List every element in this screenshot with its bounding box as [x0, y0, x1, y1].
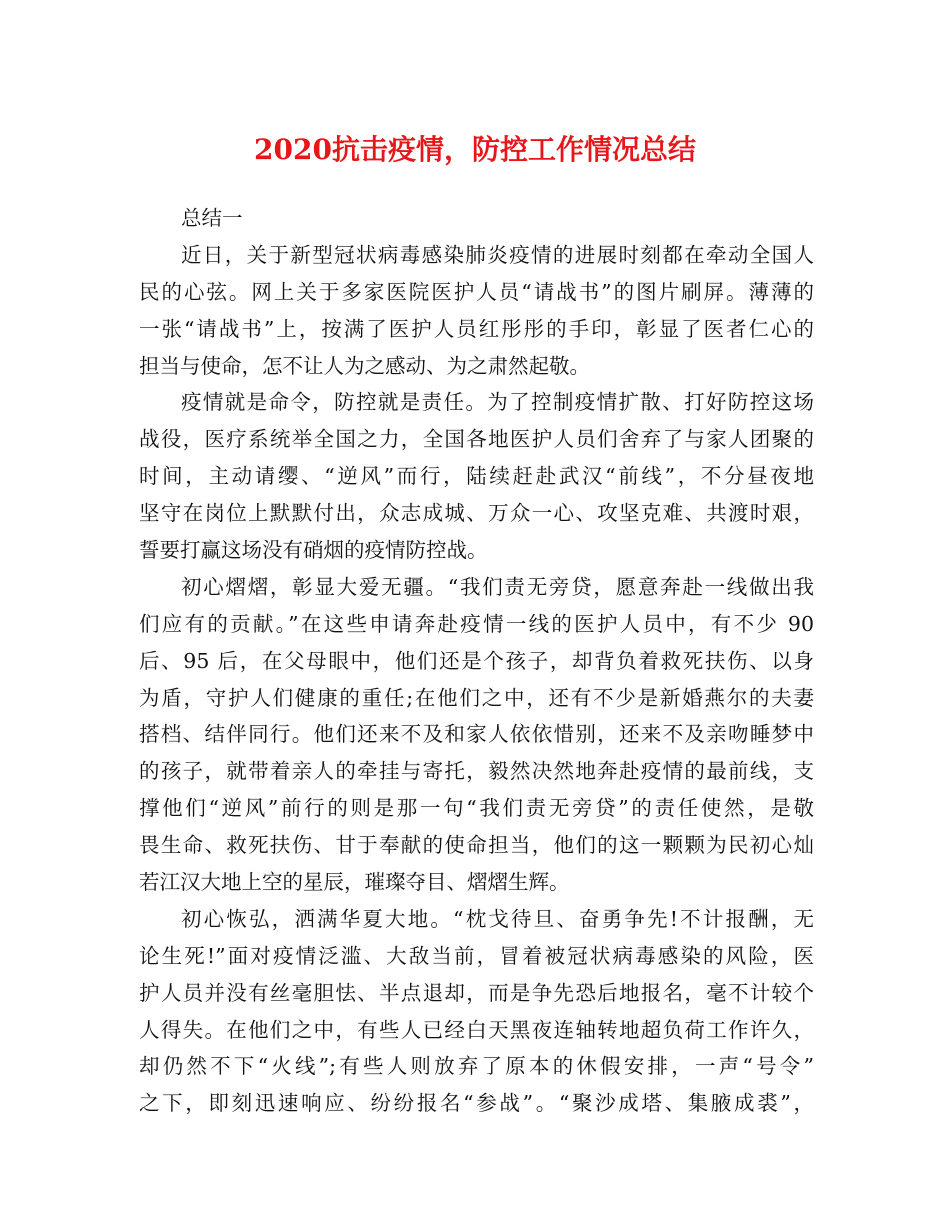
text-line: 时间，主动请缨、“逆风”而行，陆续赶赴武汉“前线”，不分昼夜地: [139, 464, 814, 489]
text-line: 为盾，守护人们健康的重任;在他们之中，还有不少是新婚燕尔的夫妻: [139, 685, 814, 710]
text-line: 坚守在岗位上默默付出，众志成城、万众一心、攻坚克难、共渡时艰，: [139, 501, 814, 526]
text-line: 若江汉大地上空的星辰，璀璨夺目、熠熠生辉。: [139, 870, 570, 895]
text-line: 却仍然不下“火线”;有些人则放弃了原本的休假安排，一声“号令”: [139, 1054, 814, 1079]
text-line: 搭档、结伴同行。他们还来不及和家人依依惜别，还来不及亲吻睡梦中: [139, 722, 814, 747]
text-line: 民的心弦。网上关于多家医院医护人员“请战书”的图片刷屏。薄薄的: [139, 279, 814, 304]
text-line: 护人员并没有丝毫胆怯、半点退却，而是争先恐后地报名，毫不计较个: [139, 980, 814, 1005]
text-line: 誓要打赢这场没有硝烟的疫情防控战。: [139, 538, 488, 563]
text-line: 近日，关于新型冠状病毒感染肺炎疫情的进展时刻都在牵动全国人: [181, 242, 814, 267]
text-line: 战役，医疗系统举全国之力，全国各地医护人员们舍弃了与家人团聚的: [139, 427, 814, 452]
text-line: 论生死!”面对疫情泛滥、大敌当前，冒着被冠状病毒感染的风险，医: [139, 943, 814, 968]
document-title: 2020抗击疫情，防控工作情况总结: [254, 133, 696, 166]
text-line: 的孩子，就带着亲人的牵挂与寄托，毅然决然地奔赴疫情的最前线，支: [139, 759, 814, 784]
text-line: 初心恢弘，洒满华夏大地。“枕戈待旦、奋勇争先!不计报酬，无: [181, 906, 814, 931]
text-line: 们应有的贡献。”在这些申请奔赴疫情一线的医护人员中，有不少 90: [139, 611, 814, 636]
text-line: 后、95 后，在父母眼中，他们还是个孩子，却背负着救死扶伤、以身: [139, 648, 814, 673]
text-line: 初心熠熠，彰显大爱无疆。“我们责无旁贷，愿意奔赴一线做出我: [181, 574, 814, 599]
text-line: 人得失。在他们之中，有些人已经白天黑夜连轴转地超负荷工作许久，: [139, 1017, 814, 1042]
text-line: 之下，即刻迅速响应、纷纷报名“参战”。“聚沙成塔、集腋成裘”，: [139, 1091, 814, 1116]
text-line: 畏生命、救死扶伤、甘于奉献的使命担当，他们的这一颗颗为民初心灿: [139, 833, 814, 858]
text-line: 担当与使命，怎不让人为之感动、为之肃然起敬。: [139, 353, 590, 378]
text-line: 疫情就是命令，防控就是责任。为了控制疫情扩散、打好防控这场: [181, 390, 814, 415]
text-line: 撑他们“逆风”前行的则是那一句“我们责无旁贷”的责任使然，是敬: [139, 796, 814, 821]
text-line: 一张“请战书”上，按满了医护人员红彤彤的手印，彰显了医者仁心的: [139, 316, 814, 341]
document-body: [139, 200, 814, 1122]
text-line: 总结一: [181, 206, 243, 230]
